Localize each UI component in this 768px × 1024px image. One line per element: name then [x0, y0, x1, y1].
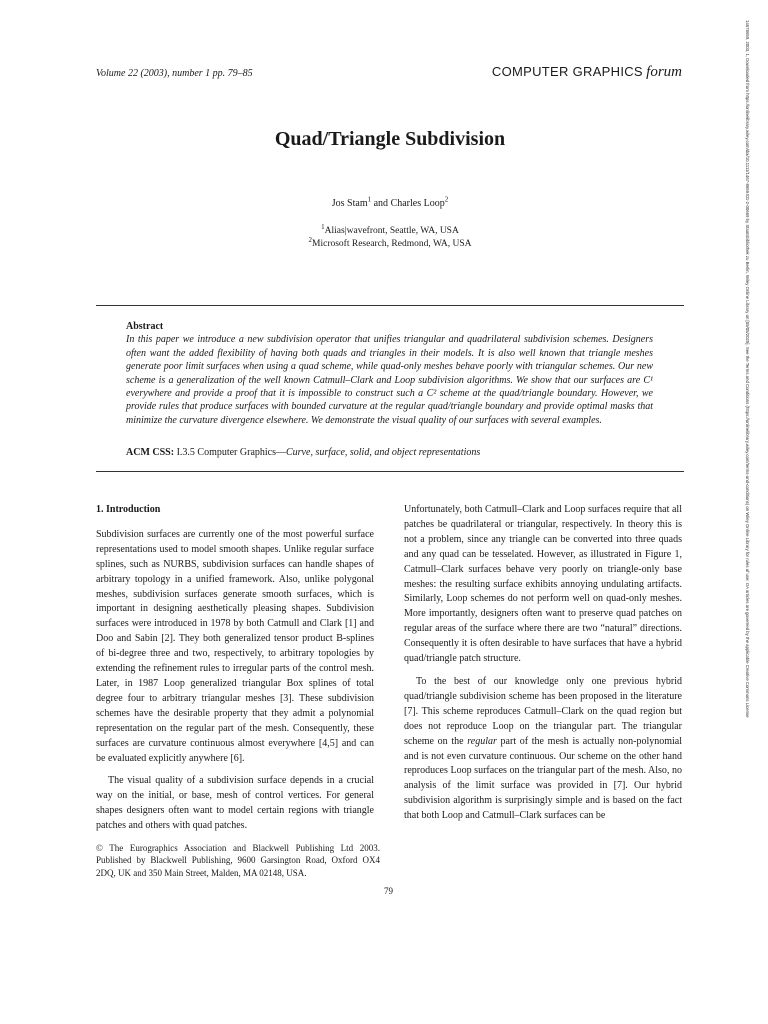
download-side-note — [744, 20, 758, 1010]
bottom-rule — [96, 471, 684, 472]
p4-pre: To the best of our knowledge only one previous hybrid quad/triangle subdivision scheme has been proposed in the literature [7]. This scheme reproduces Catmull–Clark on the quad region but does not reproduce Loop on the triangular part. The triangular scheme on the — [404, 675, 682, 747]
copyright-notice: © The Eurographics Association and Blackwell Publishing Ltd 2003. Published by Blackwell Publishing, 9600 Garsington Road, Oxford OX4 2DQ, UK and 350 Main Street, Malden, MA 02148, USA. — [96, 843, 380, 878]
intro-paragraph-2: The visual quality of a subdivision surface depends in a crucial way on the initial, or base, mesh of control vertices. For general shapes designers often want to model certain regions with triangle patches and others with quad patches. — [96, 775, 374, 832]
affiliation-1-sup: 1 — [321, 222, 325, 231]
abstract-block — [126, 320, 653, 427]
acm-css-line — [126, 447, 653, 458]
acm-code: I.3.5 Computer Graphics— — [174, 447, 286, 458]
paper-title: Quad/Triangle Subdivision — [274, 128, 506, 150]
p4-post: part of the mesh is actually non-polynomial and is not even curvature continuous. Our scheme on the other hand reproduces Loop surfaces on the triangular part of the mesh. Also, no analysis of the limit surface was provided in [7]. Our hybrid subdivision algorithm is surprisingly simple and is based on the fact that both Loop and Catmull–Clark surfaces can be — [404, 735, 683, 822]
p4-emphasis: regular — [467, 735, 497, 747]
affiliation-2-text: Microsoft Research, Redmond, WA, USA — [312, 239, 472, 249]
author-stam: Jos Stam — [331, 198, 368, 209]
affiliation-1 — [0, 222, 768, 236]
intro-paragraph-1: Subdivision surfaces are currently one of the most powerful surface representations used to model smooth shapes. Unlike regular surface splines, such as NURBS, subdivision surfaces can handle shapes of arbitrary topology in a unified framework. Also, unlike polygonal meshes, subdivision surfaces generate smooth surfaces, which is important in designing aesthetically pleasing shapes. Subdivision surfaces were introduced in 1978 by both Catmull and Clark [1] and Doo and Sabin [2]. They both generalized tensor product B-splines of bi-degree three and two, respectively, to arbitrary topologies by extending the refinement rules to irregular parts of the control mesh. Later, in 1987 Loop generalized triangular Box splines of total degree four to arbitrary triangular meshes [3]. These subdivision schemes have the desirable property that they admit a polynomial representation on the regular part of the mesh. Consequently, these surfaces are curvature continuous almost everywhere [4,5] and can be evaluated explicitly anywhere [6]. — [96, 528, 374, 764]
acm-label: ACM CSS: — [126, 447, 175, 458]
acm-topic: Curve, surface, solid, and object representations — [286, 447, 481, 458]
journal-name-forum: forum — [646, 64, 682, 80]
author-loop-sup: 2 — [444, 195, 449, 204]
affiliation-1-text: Alias|wavefront, Seattle, WA, USA — [324, 226, 459, 236]
author-connector: and — [371, 198, 391, 209]
author-loop: Charles Loop — [390, 198, 445, 209]
citation-line: Volume 22 (2003), number 1 pp. 79–85 — [96, 68, 253, 79]
journal-name — [492, 64, 682, 81]
abstract-heading: Abstract — [126, 321, 164, 332]
author-line — [0, 195, 768, 209]
top-rule — [96, 305, 684, 306]
affiliation-2 — [0, 235, 768, 249]
journal-name-main: COMPUTER GRAPHICS — [491, 64, 643, 79]
left-column — [96, 503, 374, 834]
section-heading: 1. Introduction — [96, 504, 161, 515]
right-column — [404, 503, 682, 824]
page-number: 79 — [384, 886, 393, 896]
affiliation-2-sup: 2 — [308, 235, 313, 244]
abstract-text: In this paper we introduce a new subdivision operator that unifies triangular and quadrilateral subdivision schemes. Designers often want the added flexibility of having both quads and triangles in their models. It is also well known that triangle meshes generate poor limit surfaces when using a quad scheme, while quad-only meshes behave poorly with triangular schemes. Our new scheme is a generalization of the well known Catmull–Clark and Loop subdivision algorithms. We show that our surfaces are C¹ everywhere and provide a proof that it is impossible to construct such a C² scheme at the quad/triangle boundary. However, we provide rules that produce surfaces with bounded curvature at the regular quad/triangle boundary and provide optimal masks that minimize the curvature divergence elsewhere. We demonstrate the visual quality of our surfaces with several examples. — [126, 334, 653, 426]
intro-paragraph-4 — [404, 675, 682, 824]
intro-paragraph-3: Unfortunately, both Catmull–Clark and Loop surfaces require that all patches be quadrilateral or triangular, respectively. In theory this is not a problem, since any triangle can be converted into three quads and any quad can be tesselated. However, as illustrated in Figure 1, Catmull–Clark surfaces behave very poorly on triangle-only base meshes: the resulting surface exhibits annoying undulating artifacts. Similarly, Loop schemes do not perform well on quad-only meshes. More importantly, designers often want to preserve quad patches on regular areas of the surface where there are two “natural” directions. Consequently it is often desirable to have surfaces that have a hybrid quad/triangle patch structure. — [404, 504, 682, 665]
side-note-text: 14678659, 2003, 1, Downloaded from https://onlinelibrary.wiley.com/doi/10.1111/1467-8659.t01-2-00669 by Staatsbibliothek zu Berlin, Wiley Online Library on [09/05/2025]. See the Terms and Conditions (https://onlinelibrary.wiley.com/terms-and-conditions) on Wiley Online Library for rules of use; OA articles are governed by the applicable Creative Commons License — [745, 20, 750, 718]
author-stam-sup: 1 — [367, 195, 372, 204]
